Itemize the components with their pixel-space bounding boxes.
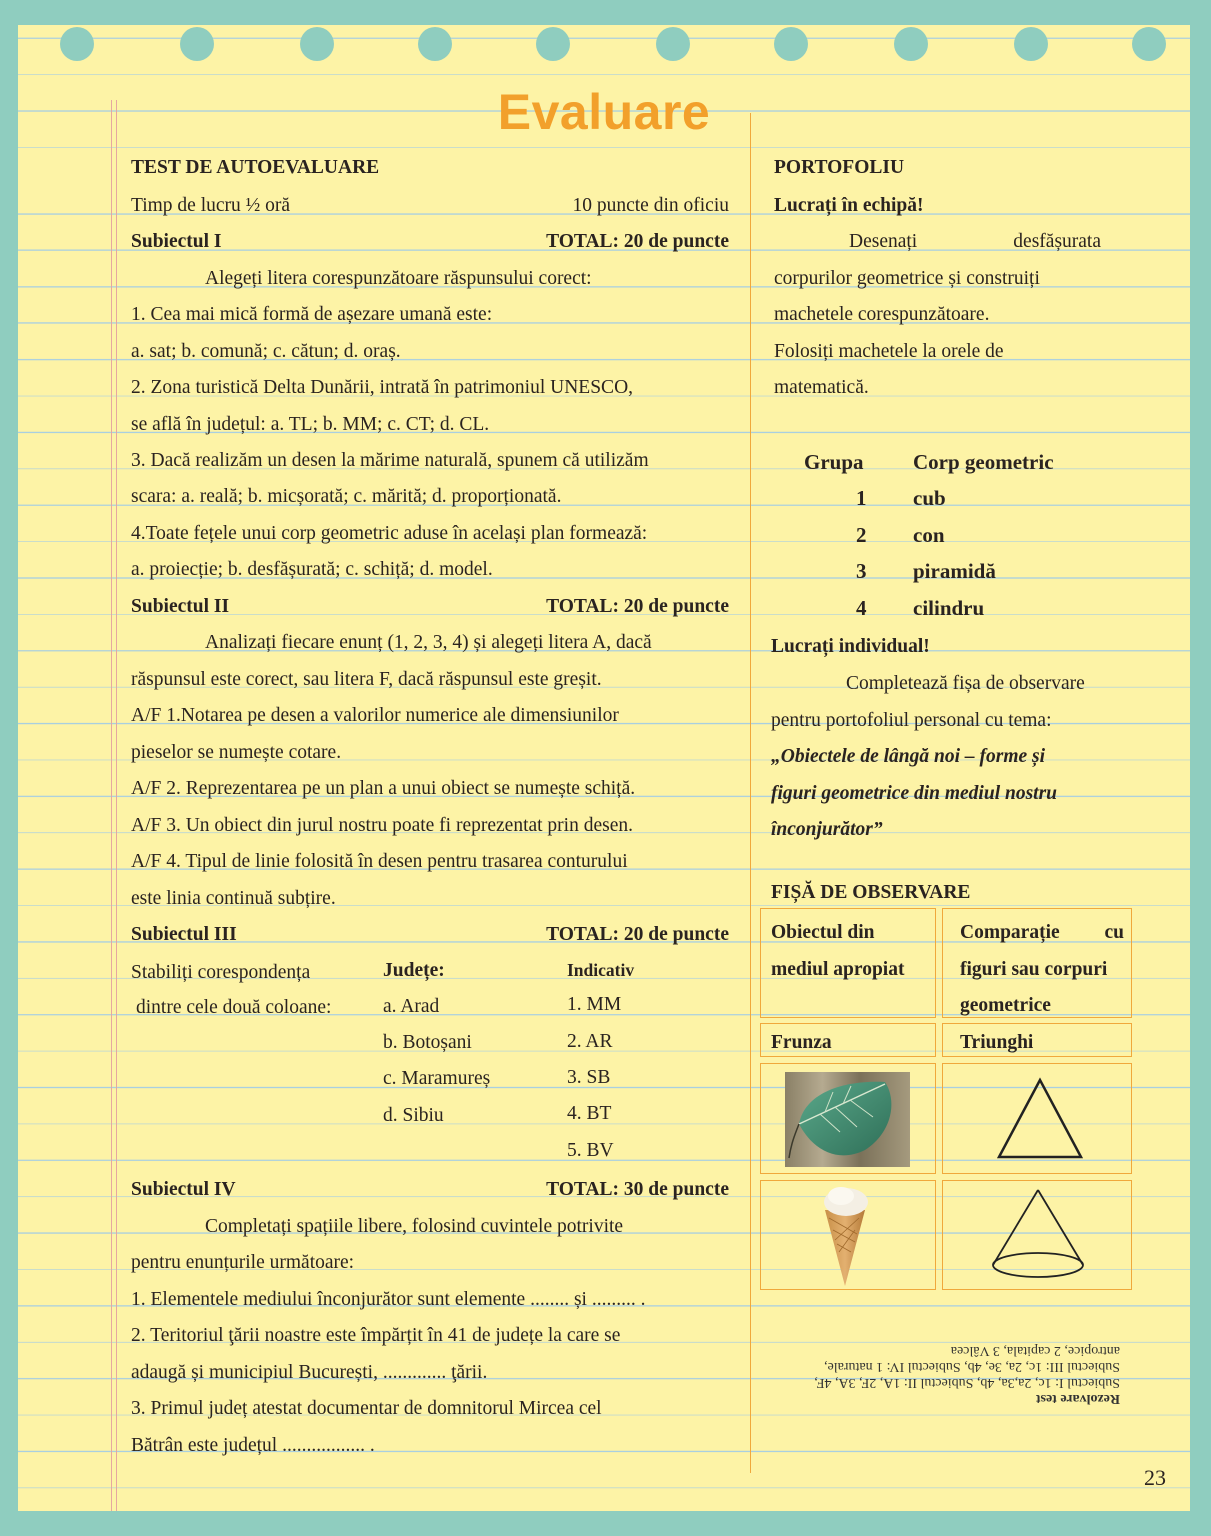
group-body: piramidă	[913, 559, 996, 583]
test-heading: TEST DE AUTOEVALUARE	[131, 157, 380, 178]
group-number: 4	[856, 596, 867, 620]
s4-line: adaugă și municipiul București, ............. ţării.	[131, 1362, 488, 1383]
sheet-header-text: mediul apropiat	[771, 959, 905, 980]
column-a-item: c. Maramureș	[383, 1068, 491, 1089]
portfolio-heading: PORTOFOLIU	[774, 157, 905, 178]
s1-instruction: Alegeți litera corespunzătoare răspunsului corect:	[205, 268, 592, 289]
sheet-header-text	[960, 921, 1124, 945]
answer-key-line: Subiectul I: 1c, 2a,3a, 4b, Subiectul II: 1A, 2F, 3A, 4F,	[814, 1375, 1120, 1390]
group-number: 1	[856, 486, 867, 510]
s4-line: 3. Primul județ atestat documentar de domnitorul Mircea cel	[131, 1398, 602, 1419]
s3-instruction: Stabiliți corespondența	[131, 962, 311, 983]
time-text: Timp de lucru ½ oră	[131, 195, 291, 216]
s1-line: a. sat; b. comună; c. cătun; d. oraș.	[131, 341, 401, 362]
subject-3-title: Subiectul III	[131, 924, 237, 945]
cone-icon	[943, 1181, 1133, 1291]
subject-2-title: Subiectul II	[131, 596, 230, 617]
subject-2-total: TOTAL: 20 de puncte	[546, 596, 729, 617]
group-body: cilindru	[913, 596, 985, 620]
binder-hole	[60, 27, 94, 61]
column-a-item: b. Botoșani	[383, 1032, 472, 1053]
s1-line: 3. Dacă realizăm un desen la mărime naturală, spunem că utilizăm	[131, 450, 649, 471]
ice-cream-image	[819, 1184, 879, 1288]
s1-line: 1. Cea mai mică formă de așezare umană este:	[131, 304, 493, 325]
sheet-cell	[760, 1063, 936, 1174]
subject-1-title: Subiectul I	[131, 231, 222, 252]
s1-line: 4.Toate fețele unui corp geometric aduse în același plan formează:	[131, 523, 648, 544]
s2-line: A/F 4. Tipul de linie folosită în desen pentru trasarea conturului	[131, 851, 628, 872]
team-line-word: desfășurata	[1013, 231, 1101, 252]
time-row	[131, 194, 729, 218]
binder-hole	[418, 27, 452, 61]
answer-key-title: Rezolvare test	[1035, 1391, 1120, 1406]
subject-1-header	[131, 230, 729, 254]
s3-instruction: dintre cele două coloane:	[136, 997, 332, 1018]
sheet-header-text: geometrice	[960, 995, 1051, 1016]
s4-line: pentru enunțurile următoare:	[131, 1252, 355, 1273]
margin-line	[116, 100, 117, 1511]
individual-theme: figuri geometrice din mediul nostru	[771, 783, 1058, 804]
sheet-cell	[760, 1023, 936, 1057]
binder-hole	[774, 27, 808, 61]
individual-line: pentru portofoliul personal cu tema:	[771, 710, 1052, 731]
subject-3-header	[131, 923, 729, 947]
s4-line: Bătrân este județul ................. .	[131, 1435, 375, 1456]
s1-line: scara: a. reală; b. micșorată; c. mărită; d. proporționată.	[131, 486, 562, 507]
s1-line: a. proiecție; b. desfășurată; c. schiță; d. model.	[131, 559, 493, 580]
s2-line: răspunsul este corect, sau litera F, dacă răspunsul este greșit.	[131, 669, 602, 690]
column-b-item: 5. BV	[567, 1140, 614, 1161]
group-body: cub	[913, 486, 946, 510]
binder-hole	[536, 27, 570, 61]
binder-hole	[180, 27, 214, 61]
team-line-word: Desenați	[849, 231, 918, 252]
answer-key-line: antropice, 2 capitala, 3 Vâlcea	[950, 1343, 1120, 1358]
column-b-header: Indicativ	[567, 960, 635, 980]
column-divider	[750, 113, 751, 1473]
column-b-item: 2. AR	[567, 1031, 613, 1052]
page	[18, 25, 1190, 1511]
team-heading: Lucrați în echipă!	[774, 195, 924, 216]
binder-hole	[656, 27, 690, 61]
s4-line: 2. Teritoriul ţării noastre este împărțit în 41 de județe la care se	[131, 1325, 621, 1346]
observation-heading: FIȘĂ DE OBSERVARE	[771, 882, 971, 903]
answer-key-line: Subiectul III: 1c, 2a, 3e, 4b, Subiectul IV: 1 naturale,	[824, 1359, 1120, 1374]
column-a-header: Județe:	[383, 960, 445, 981]
s2-line: A/F 2. Reprezentarea pe un plan a unui obiect se numește schiță.	[131, 778, 636, 799]
individual-theme: „Obiectele de lângă noi – forme și	[771, 746, 1046, 767]
subject-4-title: Subiectul IV	[131, 1179, 236, 1200]
s2-line: pieselor se numește cotare.	[131, 742, 342, 763]
triangle-icon	[943, 1064, 1133, 1175]
sheet-cell	[942, 1023, 1132, 1057]
group-header: Grupa	[804, 450, 864, 474]
sheet-header-word: cu	[1104, 922, 1124, 943]
sheet-header-text: figuri sau corpuri	[960, 959, 1108, 980]
binder-hole	[300, 27, 334, 61]
leaf-image	[785, 1072, 910, 1167]
group-body: con	[913, 523, 945, 547]
margin-line	[111, 100, 112, 1511]
sheet-cell	[942, 1063, 1132, 1174]
binder-hole	[1014, 27, 1048, 61]
subject-4-total: TOTAL: 30 de puncte	[546, 1179, 729, 1200]
page-number: 23	[1144, 1465, 1166, 1490]
column-a-item: d. Sibiu	[383, 1105, 444, 1126]
sheet-cell	[760, 1180, 936, 1290]
subject-3-total: TOTAL: 20 de puncte	[546, 924, 729, 945]
group-number: 2	[856, 523, 867, 547]
s4-line: 1. Elementele mediului înconjurător sunt elemente ........ și ......... .	[131, 1289, 646, 1310]
team-line: Folosiți machetele la orele de	[774, 341, 1004, 362]
team-line: corpurilor geometrice și construiți	[774, 268, 1040, 289]
s2-line: este linia continuă subțire.	[131, 888, 336, 909]
s2-line: A/F 3. Un obiect din jurul nostru poate fi reprezentat prin desen.	[131, 815, 633, 836]
s4-line: Completați spațiile libere, folosind cuvintele potrivite	[205, 1216, 624, 1237]
sheet-header-cell	[760, 908, 936, 1018]
individual-theme: înconjurător”	[771, 819, 883, 840]
individual-heading: Lucrați individual!	[771, 636, 930, 657]
answer-key	[760, 1342, 1120, 1406]
sheet-cell-text: Frunza	[771, 1032, 832, 1053]
column-b-item: 1. MM	[567, 994, 622, 1015]
column-a-item: a. Arad	[383, 996, 440, 1017]
group-number: 3	[856, 559, 867, 583]
page-title: Evaluare	[497, 84, 711, 140]
column-b-item: 3. SB	[567, 1067, 611, 1088]
sheet-cell-text: Triunghi	[960, 1032, 1034, 1053]
subject-1-total: TOTAL: 20 de puncte	[546, 231, 729, 252]
subject-4-header	[131, 1178, 729, 1202]
team-line	[774, 230, 1101, 254]
binder-hole	[894, 27, 928, 61]
team-line: machetele corespunzătoare.	[774, 304, 990, 325]
subject-2-header	[131, 595, 729, 619]
sheet-header-cell	[942, 908, 1132, 1018]
s2-line: A/F 1.Notarea pe desen a valorilor numerice ale dimensiunilor	[131, 705, 619, 726]
individual-line: Completează fișa de observare	[846, 673, 1085, 694]
team-line: matematică.	[774, 377, 869, 398]
sheet-cell	[942, 1180, 1132, 1290]
s1-line: se află în județul: a. TL; b. MM; c. CT; d. CL.	[131, 414, 490, 435]
binder-hole	[1132, 27, 1166, 61]
column-b-item: 4. BT	[567, 1103, 612, 1124]
sheet-header-text: Obiectul din	[771, 922, 875, 943]
office-points-text: 10 puncte din oficiu	[572, 195, 729, 216]
sheet-header-word: Comparație	[960, 922, 1060, 943]
s1-line: 2. Zona turistică Delta Dunării, intrată în patrimoniul UNESCO,	[131, 377, 634, 398]
s2-line: Analizați fiecare enunț (1, 2, 3, 4) și alegeți litera A, dacă	[205, 632, 652, 653]
body-header: Corp geometric	[913, 450, 1054, 474]
